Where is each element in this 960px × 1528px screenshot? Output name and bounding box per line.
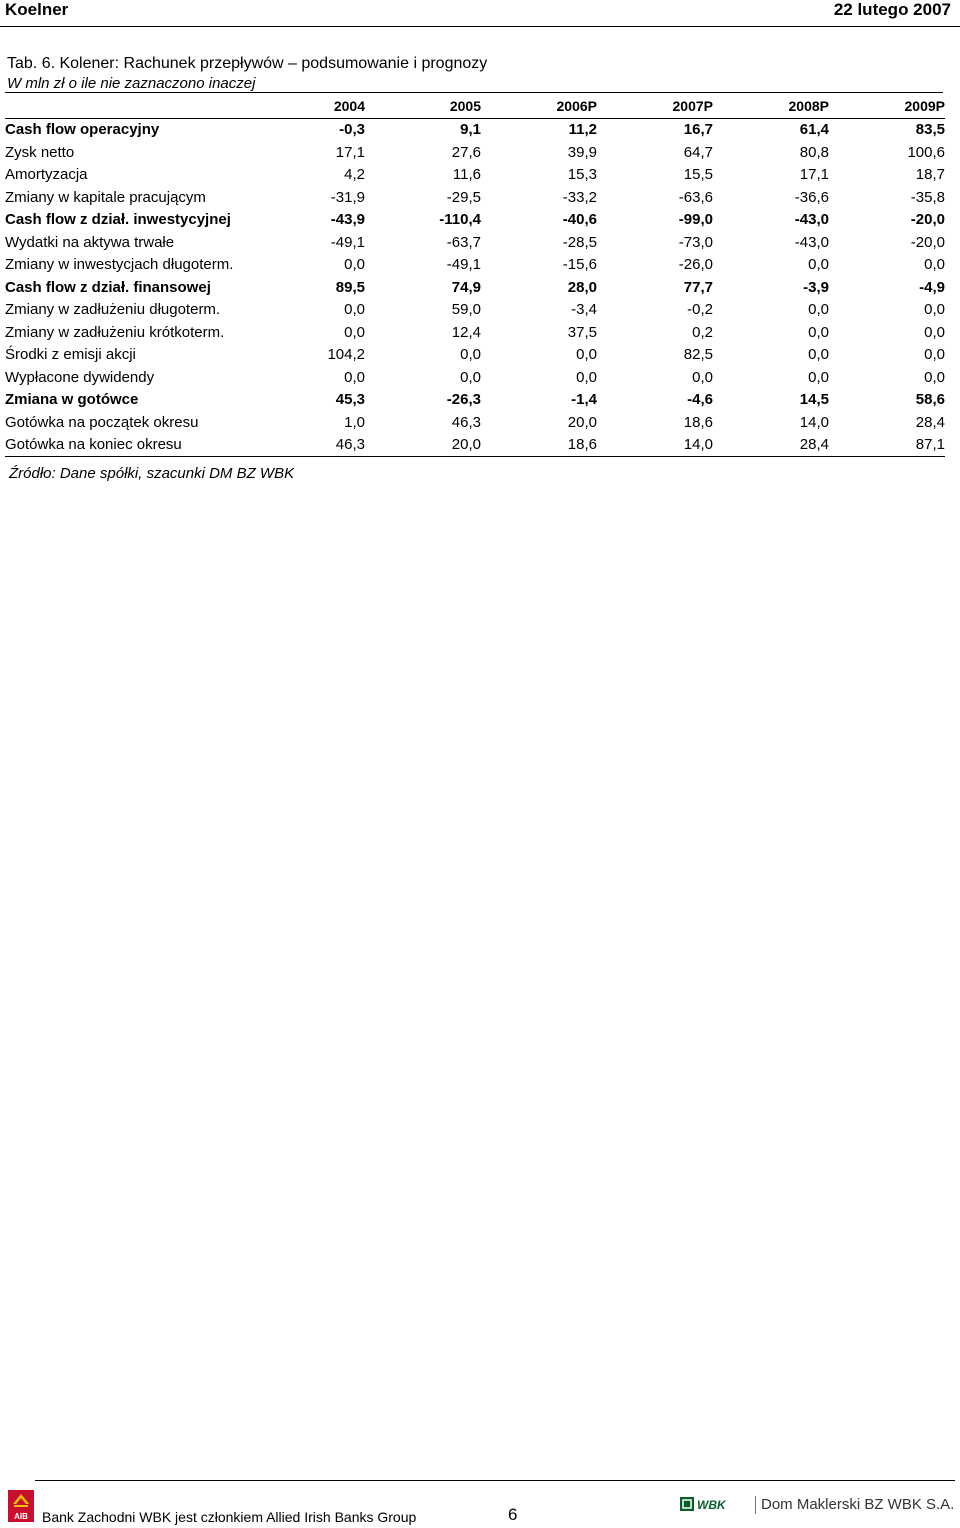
cell-value: 14,5 — [799, 391, 829, 409]
cell-value: 0,0 — [808, 323, 829, 341]
cell-value: -20,0 — [910, 211, 945, 229]
cell-value: -4,6 — [687, 391, 713, 409]
cell-value: -43,0 — [794, 233, 829, 251]
cell-value: 104,2 — [327, 346, 365, 364]
cell-value: 89,5 — [335, 278, 365, 296]
table-row — [5, 276, 945, 299]
cell-value: 0,0 — [924, 323, 945, 341]
column-header: 2008P — [713, 95, 829, 118]
cell-value: 0,0 — [576, 368, 597, 386]
cell-value: 0,0 — [808, 346, 829, 364]
table-row — [5, 209, 945, 232]
cell-value: -43,9 — [330, 211, 365, 229]
column-header: 2005 — [365, 95, 481, 118]
header-label-cell — [5, 95, 285, 118]
cell-value: 11,2 — [568, 121, 597, 139]
cell-value: -31,9 — [330, 188, 365, 206]
aib-logo-text: AIB — [14, 1512, 28, 1521]
cell-value: 0,0 — [808, 368, 829, 386]
column-header: 2006P — [481, 95, 597, 118]
page-header — [0, 0, 960, 27]
table-row — [5, 299, 945, 322]
cell-value: 46,3 — [451, 413, 481, 431]
page-number: 6 — [508, 1505, 518, 1524]
row-label: Zysk netto — [5, 143, 75, 161]
cell-value: -33,2 — [562, 188, 597, 206]
row-label: Zmiany w zadłużeniu długoterm. — [5, 301, 221, 319]
table-row — [5, 186, 945, 209]
cell-value: 0,0 — [924, 346, 945, 364]
cell-value: 0,0 — [692, 368, 713, 386]
column-header: 2007P — [597, 95, 713, 118]
table-source-note: Źródło: Dane spółki, szacunki DM BZ WBK — [9, 465, 295, 482]
row-label: Środki z emisji akcji — [5, 346, 136, 364]
cell-value: -0,3 — [339, 121, 365, 139]
cell-value: -29,5 — [446, 188, 481, 206]
cell-value: -36,6 — [794, 188, 829, 206]
cell-value: -49,1 — [330, 233, 365, 251]
cell-value: 0,0 — [344, 301, 365, 319]
cell-value: 39,9 — [567, 143, 597, 161]
cell-value: 46,3 — [285, 434, 365, 457]
row-label: Amortyzacja — [5, 166, 88, 184]
cell-value: 18,6 — [481, 434, 597, 457]
cell-value: -4,9 — [919, 278, 945, 296]
cell-value: 0,0 — [344, 323, 365, 341]
cell-value: 0,0 — [924, 301, 945, 319]
cell-value: -0,2 — [687, 301, 713, 319]
table-row — [5, 231, 945, 254]
table-header-row — [5, 95, 945, 118]
cell-value: -26,0 — [678, 256, 713, 274]
cell-value: 17,1 — [335, 143, 365, 161]
cell-value: 59,0 — [451, 301, 481, 319]
row-label: Zmiany w zadłużeniu krótkoterm. — [5, 323, 225, 341]
cell-value: 17,1 — [799, 166, 829, 184]
cell-value: 15,3 — [567, 166, 597, 184]
cell-value: 0,0 — [344, 368, 365, 386]
wbk-logo — [680, 1496, 750, 1512]
cell-value: -3,4 — [571, 301, 597, 319]
cell-value: 1,0 — [344, 413, 365, 431]
company-name: Koelner — [5, 0, 69, 19]
row-label: Zmiany w inwestycjach długoterm. — [5, 256, 234, 274]
cell-value: 58,6 — [915, 391, 945, 409]
row-label: Gotówka na koniec okresu — [5, 434, 285, 457]
row-label: Gotówka na początek okresu — [5, 413, 199, 431]
cell-value: 0,0 — [808, 301, 829, 319]
cell-value: 64,7 — [683, 143, 713, 161]
cell-value: -1,4 — [571, 391, 597, 409]
cell-value: -15,6 — [562, 256, 597, 274]
cell-value: 61,4 — [799, 121, 829, 139]
aib-logo — [8, 1490, 34, 1522]
wbk-logo-text: WBK — [697, 1498, 726, 1512]
table-row — [5, 254, 945, 277]
row-label: Zmiany w kapitale pracującym — [5, 188, 206, 206]
footer-separator — [755, 1496, 756, 1514]
cell-value: 0,0 — [460, 368, 481, 386]
footer-text: Bank Zachodni WBK jest członkiem Allied Irish Banks Group — [42, 1509, 417, 1525]
cell-value: 0,0 — [924, 368, 945, 386]
row-label: Zmiana w gotówce — [5, 391, 139, 409]
table-row — [5, 411, 945, 434]
cell-value: 15,5 — [683, 166, 713, 184]
table-row — [5, 389, 945, 412]
cell-value: -99,0 — [678, 211, 713, 229]
cell-value: 20,0 — [365, 434, 481, 457]
cell-value: 20,0 — [567, 413, 597, 431]
cell-value: 27,6 — [451, 143, 481, 161]
cell-value: -49,1 — [446, 256, 481, 274]
cell-value: -35,8 — [910, 188, 945, 206]
cell-value: 87,1 — [829, 434, 945, 457]
column-header: 2009P — [829, 95, 945, 118]
table-top-rule — [5, 92, 943, 93]
cell-value: -3,9 — [803, 278, 829, 296]
table-subtitle: W mln zł o ile nie zaznaczono inaczej — [7, 75, 256, 92]
cell-value: 82,5 — [683, 346, 713, 364]
cell-value: -73,0 — [678, 233, 713, 251]
cell-value: 74,9 — [451, 278, 481, 296]
cell-value: 100,6 — [907, 143, 945, 161]
cell-value: 0,0 — [344, 256, 365, 274]
table-row — [5, 164, 945, 187]
cash-flow-table — [5, 95, 945, 457]
row-label: Cash flow z dział. finansowej — [5, 278, 211, 296]
cell-value: 18,6 — [683, 413, 713, 431]
table-row — [5, 141, 945, 164]
cell-value: -26,3 — [446, 391, 481, 409]
cell-value: -20,0 — [910, 233, 945, 251]
cell-value: 80,8 — [799, 143, 829, 161]
cell-value: 83,5 — [915, 121, 945, 139]
brokerage-name: Dom Maklerski BZ WBK S.A. — [761, 1496, 955, 1513]
row-label: Cash flow z dział. inwestycyjnej — [5, 211, 231, 229]
cell-value: -40,6 — [562, 211, 597, 229]
cell-value: 0,0 — [460, 346, 481, 364]
cell-value: 28,0 — [567, 278, 597, 296]
table-row — [5, 434, 945, 457]
cell-value: 0,0 — [576, 346, 597, 364]
cell-value: 14,0 — [799, 413, 829, 431]
column-header: 2004 — [285, 95, 365, 118]
table-row — [5, 321, 945, 344]
cell-value: 77,7 — [683, 278, 713, 296]
cell-value: 18,7 — [915, 166, 945, 184]
table-row — [5, 366, 945, 389]
cell-value: 0,2 — [692, 323, 713, 341]
cell-value: -63,7 — [446, 233, 481, 251]
table-body — [5, 118, 945, 457]
cell-value: 4,2 — [344, 166, 365, 184]
cell-value: -28,5 — [562, 233, 597, 251]
cell-value: 28,4 — [713, 434, 829, 457]
cell-value: -110,4 — [439, 211, 481, 229]
row-label: Wypłacone dywidendy — [5, 368, 155, 386]
cell-value: 11,6 — [452, 166, 481, 184]
cell-value: 37,5 — [567, 323, 597, 341]
cell-value: 0,0 — [808, 256, 829, 274]
cell-value: 28,4 — [915, 413, 945, 431]
cell-value: 9,1 — [460, 121, 481, 139]
row-label: Cash flow operacyjny — [5, 121, 160, 139]
cell-value: 45,3 — [335, 391, 365, 409]
cell-value: -43,0 — [794, 211, 829, 229]
cell-value: 14,0 — [597, 434, 713, 457]
table-title: Tab. 6. Kolener: Rachunek przepływów – podsumowanie i prognozy — [7, 55, 488, 72]
table-row — [5, 344, 945, 367]
cell-value: 0,0 — [924, 256, 945, 274]
cell-value: 16,7 — [683, 121, 713, 139]
footer-rule — [35, 1480, 955, 1481]
cell-value: -63,6 — [678, 188, 713, 206]
report-date: 22 lutego 2007 — [833, 0, 951, 19]
row-label: Wydatki na aktywa trwałe — [5, 233, 175, 251]
cell-value: 12,4 — [451, 323, 481, 341]
table-row — [5, 118, 945, 141]
